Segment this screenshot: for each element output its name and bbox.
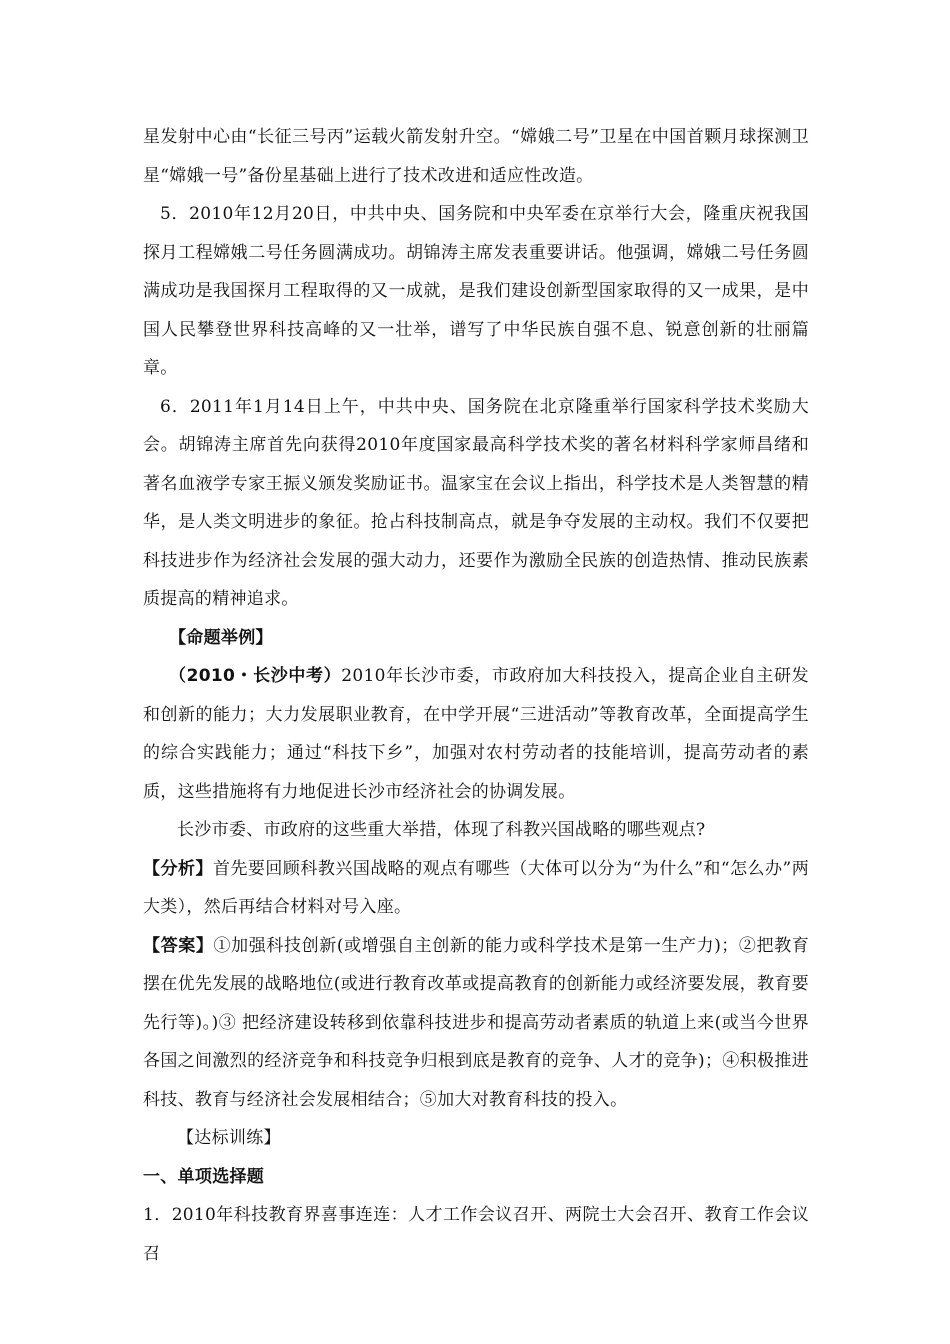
document-body: [143, 118, 809, 1273]
example-question: 长沙市委、市政府的这些重大举措，体现了科教兴国战略的哪些观点?: [177, 820, 706, 840]
question-1: 1．2010年科技教育界喜事连连：人才工作会议召开、两院士大会召开、教育工作会议召: [143, 1205, 809, 1264]
paragraph-item-5: 5．2010年12月20日，中共中央、国务院和中央军委在京举行大会，隆重庆祝我国探月工程嫦娥二号任务圆满成功。胡锦涛主席发表重要讲话。他强调，嫦娥二号任务圆满成功是我国探月工程取得的又一成就，是我们建设创新型国家取得的又一成果，是中国人民攀登世界科技高峰的又一壮举，谱写了中华民族自强不息、锐意创新的壮丽篇章。: [143, 204, 809, 378]
analysis-text: 首先要回顾科教兴国战略的观点有哪些（大体可以分为“为什么”和“怎么办”两大类），然后再结合材料对号入座。: [143, 858, 810, 917]
example-material: [143, 657, 809, 811]
paragraph-chang-e-launch: 星发射中心由“长征三号丙”运载火箭发射升空。“嫦娥二号”卫星在中国首颗月球探测卫星“嫦娥一号”备份星基础上进行了技术改进和适应性改造。: [143, 127, 809, 186]
section-heading-single-choice: 一、单项选择题: [143, 1166, 265, 1187]
example-heading: 【命题举例】: [169, 627, 273, 648]
example-material-text: 2010年长沙市委，市政府加大科技投入，提高企业自主研发和创新的能力；大力发展职业教育，在中学开展“三进活动”等教育改革，全面提高学生的综合实践能力；通过“科技下乡”，加强对农村劳动者的技能培训，提高劳动者的素质，这些措施将有力地促进长沙市经济社会的协调发展。: [143, 666, 809, 802]
answer-text: ①加强科技创新(或增强自主创新的能力或科学技术是第一生产力)；②把教育摆在优先发展的战略地位(或进行教育改革或提高教育的创新能力或经济要发展，教育要先行等)。)③ 把经济建设转移到依靠科技进步和提高劳动者素质的轨道上来(或当今世界各国之间激烈的经济竞争和科技竞争归根到底是教育的竞争、人才的竞争)；④积极推进科技、教育与经济社会发展相结合；⑤加大对教育科技的投入。: [143, 935, 810, 1110]
answer-tag: 【答案】: [143, 935, 214, 956]
analysis-tag: 【分析】: [143, 858, 213, 879]
analysis-paragraph: [143, 850, 809, 927]
training-heading: 【达标训练】: [177, 1128, 281, 1148]
answer-paragraph: [143, 927, 809, 1120]
paragraph-item-6: 6．2011年1月14日上午，中共中央、国务院在北京隆重举行国家科学技术奖励大会。胡锦涛主席首先向获得2010年度国家最高科学技术奖的著名材料科学家师昌绪和著名血液学专家王振义颁发奖励证书。温家宝在会议上指出，科学技术是人类智慧的精华，是人类文明进步的象征。抢占科技制高点，就是争夺发展的主动权。我们不仅要把科技进步作为经济社会发展的强大动力，还要作为激励全民族的创造热情、推动民族素质提高的精神追求。: [143, 396, 809, 609]
example-source: （2010・长沙中考）: [169, 666, 342, 686]
